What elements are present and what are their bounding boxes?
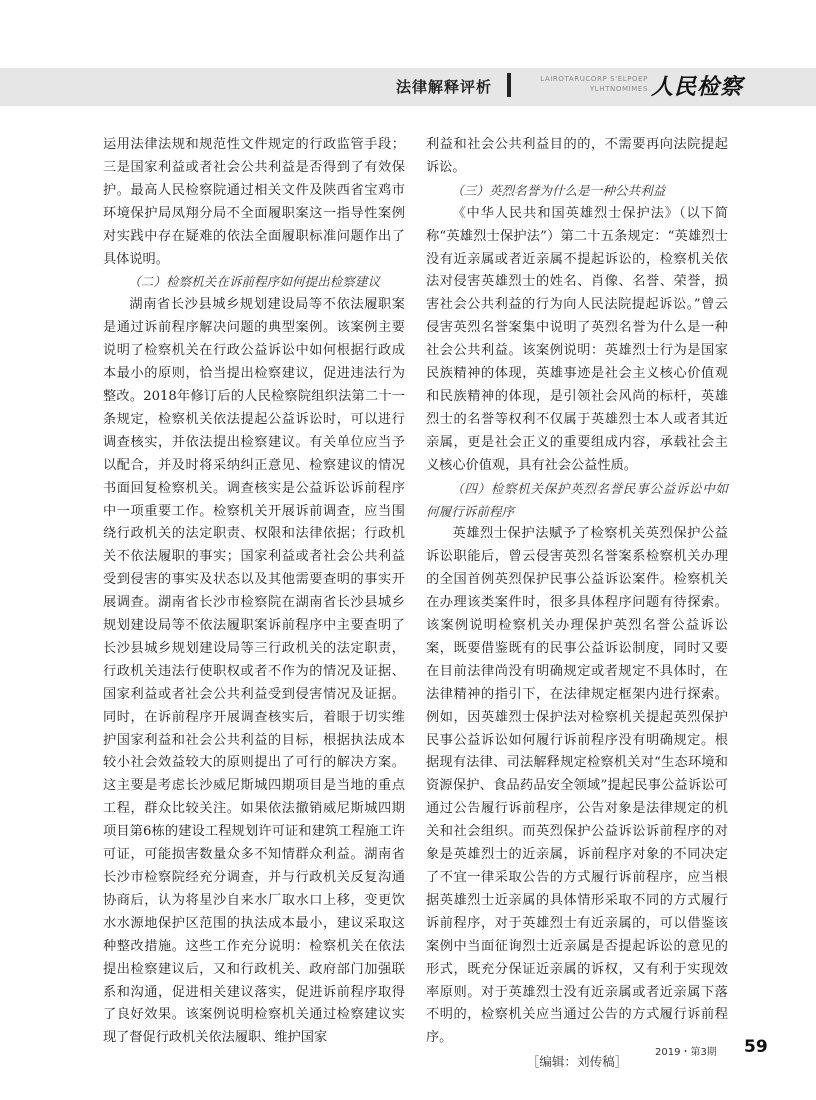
right-column bbox=[426, 134, 728, 1074]
subheading: （二）检察机关在诉前程序如何提出检察建议 bbox=[128, 274, 381, 290]
subheading: （四）检察机关保护英烈名誉民事公益诉讼中如何履行诉前程序 bbox=[426, 480, 728, 519]
paragraph: 运用法律法规和规范性文件规定的行政监管手段；三是国家利益或者社会公共利益是否得到了有效保护。最高人民检察院通过相关文件及陕西省宝鸡市环境保护局凤翔分局不全面履职案这一指导性案例对实践中存在疑难的依法全面履职标准问题作出了具体说明。 bbox=[103, 137, 405, 267]
page-number: 59 bbox=[744, 1037, 768, 1057]
editor-credit: ［编辑：刘传稿］ bbox=[526, 1054, 628, 1070]
journal-english-line-1: LAIROTARUCORP S'ELPOEP bbox=[540, 75, 648, 83]
header-divider bbox=[507, 73, 511, 97]
paragraph: 湖南省长沙县城乡规划建设局等不依法履职案是通过诉前程序解决问题的典型案例。该案例主要说明了检察机关在行政公益诉讼中如何根据行政成本最小的原则，恰当提出检察建议，促进违法行为整改。2018年修订后的人民检察院组织法第二十一条规定，检察机关依法提起公益诉讼时，可以进行调查核实，并依法提出检察建议。有关单位应当予以配合，并及时将采纳纠正意见、检察建议的情况书面回复检察机关。调查核实是公益诉讼诉前程序中一项重要工作。检察机关开展诉前调查，应当围绕行政机关的法定职责、权限和法律依据；行政机关不依法履职的事实；国家利益或者社会公共利益受到侵害的事实及状态以及其他需要查明的事实开展调查。湖南省长沙市检察院在湖南省长沙县城乡规划建设局等不依法履职案诉前程序中主要查明了长沙县城乡规划建设局等三行政机关的法定职责，行政机关违法行使职权或者不作为的情况及证据、国家利益或者社会公共利益受到侵害情况及证据。同时，在诉前程序开展调查核实后，着眼于切实维护国家利益和社会公共利益的目标，根据执法成本较小社会效益较大的原则提出了可行的解决方案。这主要是考虑长沙威尼斯城四期项目是当地的重点工程，群众比较关注。如果依法撤销威尼斯城四期项目第6栋的建设工程规划许可证和建筑工程施工许可证，可能损害数量众多不知情群众利益。湖南省长沙市检察院经充分调查，并与行政机关反复沟通协商后，认为将星沙自来水厂取水口上移，变更饮水水源地保护区范围的执法成本最小，建议采取这种整改措施。这些工作充分说明：检察机关在依法提出检察建议后，又和行政机关、政府部门加强联系和沟通，促进相关建议落实，促进诉前程序取得了良好效果。该案例说明检察机关通过检察建议实现了督促行政机关依法履职、维护国家 bbox=[103, 297, 405, 1046]
paragraph: 《中华人民共和国英雄烈士保护法》（以下简称“英雄烈士保护法”）第二十五条规定：“英雄烈士没有近亲属或者近亲属不提起诉讼的，检察机关依法对侵害英雄烈士的姓名、肖像、名誉、荣誉，损害社会公共利益的行为向人民法院提起诉讼。”曾云侵害英烈名誉案集中说明了英烈名誉为什么是一种社会公共利益。该案例说明：英雄烈士行为是国家民族精神的体现，英雄事迹是社会主义核心价值观和民族精神的体现，是引领社会风尚的标杆，英雄烈士的名誉等权利不仅属于英雄烈士本人或者其近亲属，更是社会正义的重要组成内容，承载社会主义核心价值观，具有社会公益性质。 bbox=[426, 205, 728, 473]
paragraph: 利益和社会公共利益目的的，不需要再向法院提起诉讼。 bbox=[426, 137, 728, 175]
journal-english-name bbox=[540, 74, 648, 94]
journal-logo: 人民检察 bbox=[651, 74, 744, 100]
subheading: （三）英烈名誉为什么是一种公共利益 bbox=[451, 182, 666, 198]
paragraph: 英雄烈士保护法赋予了检察机关英烈保护公益诉讼职能后，曾云侵害英烈名誉案系检察机关办理的全国首例英烈保护民事公益诉讼案件。检察机关在办理该类案件时，很多具体程序问题有待探索。该案例说明检察机关办理保护英烈名誉公益诉讼案，既要借鉴既有的民事公益诉讼制度，同时又要在目前法律尚没有明确规定或者规定不具体时，在法律精神的指引下，在法律规定框架内进行探索。例如，因英雄烈士保护法对检察机关提起英烈保护民事公益诉讼如何履行诉前程序没有明确规定。根据现有法律、司法解释规定检察机关对“生态环境和资源保护、食品药品安全领域”提起民事公益诉讼可通过公告履行诉前程序，公告对象是法律规定的机关和社会组织。而英烈保护公益诉讼诉前程序的对象是英雄烈士的近亲属，诉前程序对象的不同决定了不宜一律采取公告的方式履行诉前程序，应当根据英雄烈士近亲属的具体情形采取不同的方式履行诉前程序，对于英雄烈士有近亲属的，可以借鉴该案例中当面征询烈士近亲属是否提起诉讼的意见的形式，既充分保证近亲属的诉权，又有利于实现效率原则。对于英雄烈士没有近亲属或者近亲属下落不明的，检察机关应当通过公告的方式履行诉前程序。 bbox=[426, 526, 728, 1046]
journal-english-line-2: YLHTNOMIMES bbox=[589, 85, 648, 93]
left-column bbox=[103, 134, 405, 1050]
section-title: 法律解释评析 bbox=[396, 78, 493, 96]
issue-number: 2019・第3期 bbox=[655, 1047, 717, 1058]
